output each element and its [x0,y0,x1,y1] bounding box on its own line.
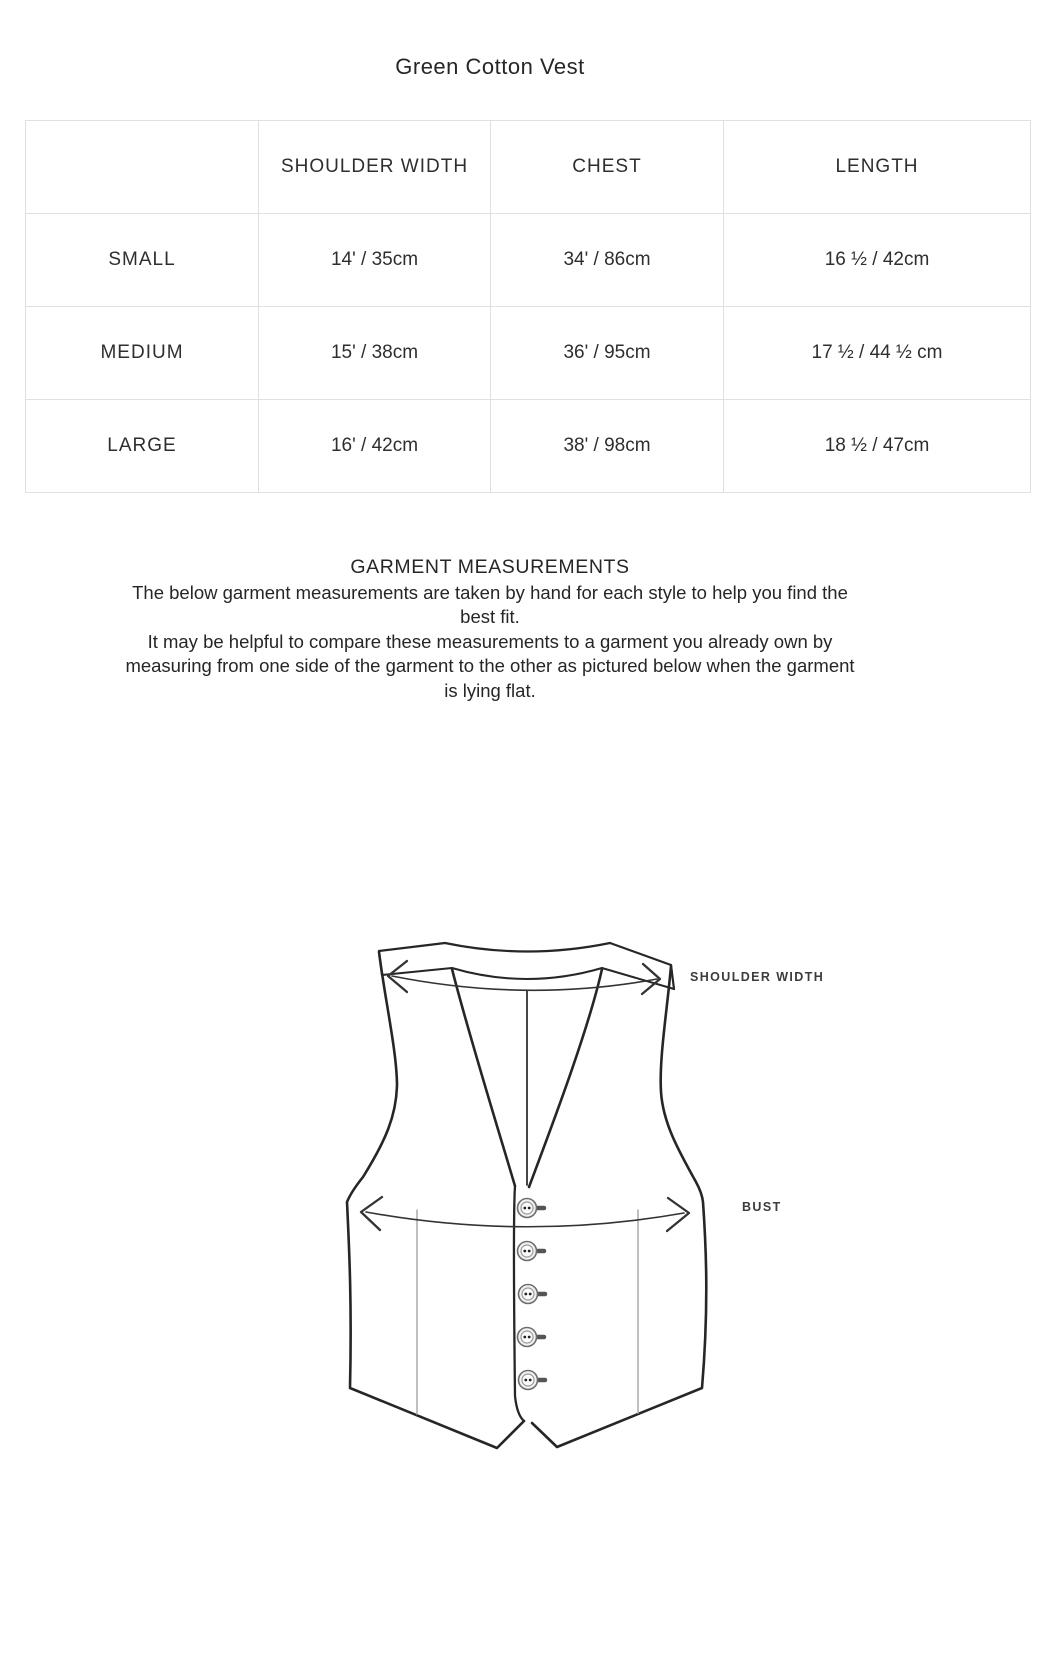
column-header-length: LENGTH [724,121,1031,214]
page-title: Green Cotton Vest [395,54,585,79]
measurements-paragraph-2: It may be helpful to compare these measurements to a garment you already own by measuring from one side of the garment to the other as pictured below when the garment is lying flat. [125,630,855,701]
table-row-large [26,400,1031,493]
shoulder-width-label: SHOULDER WIDTH [690,970,825,984]
table-row-medium [26,307,1031,400]
size-cell: 16 ½ / 42cm [724,214,1031,307]
column-header-empty [26,121,259,214]
measurements-text [118,581,862,703]
measurements-heading: GARMENT MEASUREMENTS [350,556,630,578]
size-cell: 17 ½ / 44 ½ cm [724,307,1031,400]
vest-collar [445,943,610,1185]
vest-button [518,1199,545,1218]
vest-outline-right [532,943,706,1447]
size-cell: 36' / 95cm [491,307,724,400]
shoulder-width-arrow [388,961,660,994]
row-label-medium: MEDIUM [26,307,259,400]
size-table [25,120,1031,493]
column-header-shoulder-width: SHOULDER WIDTH [259,121,491,214]
vest-outline-left [347,943,524,1448]
size-cell: 16' / 42cm [259,400,491,493]
size-table-header-row [26,121,1031,214]
table-row-small [26,214,1031,307]
vest-diagram [300,870,750,1470]
measurements-paragraph-1: The below garment measurements are taken by hand for each style to help you find the best fit. [132,582,848,628]
row-label-large: LARGE [26,400,259,493]
vest-button [518,1242,545,1261]
vest-button [519,1371,546,1390]
row-label-small: SMALL [26,214,259,307]
size-cell: 18 ½ / 47cm [724,400,1031,493]
column-header-chest: CHEST [491,121,724,214]
vest-button [519,1285,546,1304]
size-cell: 38' / 98cm [491,400,724,493]
vest-button [518,1328,545,1347]
size-cell: 15' / 38cm [259,307,491,400]
size-cell: 34' / 86cm [491,214,724,307]
size-cell: 14' / 35cm [259,214,491,307]
bust-label: BUST [742,1200,782,1214]
